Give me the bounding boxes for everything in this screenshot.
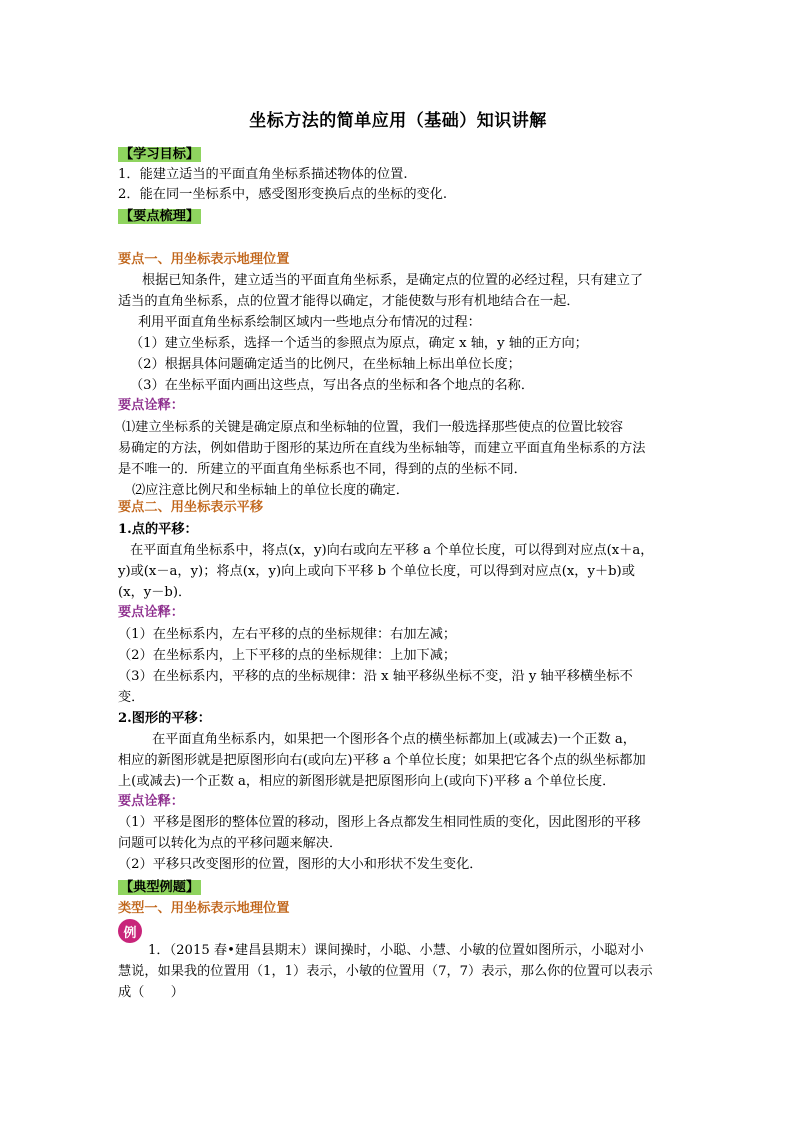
list-item: （3）在坐标系内，平移的点的坐标规律：沿 x 轴平移纵坐标不变，沿 y 轴平移横坐标不	[118, 669, 633, 684]
paragraph-line: ⑵应注意比例尺和坐标轴上的单位长度的确定．	[132, 483, 409, 498]
points-heading: 【要点梳理】	[120, 209, 200, 224]
list-item: （2）根据具体问题确定适当的比例尺，在坐标轴上标出单位长度；	[130, 357, 521, 372]
note-heading: 要点诠释：	[118, 605, 184, 620]
paragraph-line: 成（ ）	[118, 985, 184, 1000]
goal-1: 1．能建立适当的平面直角坐标系描述物体的位置.	[118, 167, 408, 182]
list-item: （2）在坐标系内，上下平移的点的坐标规律：上加下减；	[118, 648, 457, 663]
list-item: （1）在坐标系内，左右平移的点的坐标规律：右加左减；	[118, 627, 457, 642]
list-item: （1）建立坐标系，选择一个适当的参照点为原点，确定 x 轴，y 轴的正方向；	[130, 336, 588, 351]
subheading: 2.图形的平移：	[118, 711, 211, 726]
examples-heading: 【典型例题】	[120, 880, 200, 895]
paragraph-line: 1．（2015 春•建昌县期末）课间操时，小聪、小慧、小敏的位置如图所示，小聪对小	[148, 943, 644, 958]
goals-heading: 【学习目标】	[120, 147, 200, 162]
point-2-heading: 要点二、用坐标表示平移	[118, 500, 264, 515]
paragraph-line: 在平面直角坐标系中，将点(x，y)向右或向左平移 a 个单位长度，可以得到对应点(x＋a，	[130, 543, 654, 558]
paragraph-line: 变．	[118, 690, 145, 705]
paragraph-line: 适当的直角坐标系，点的位置才能得以确定，才能使数与形有机地结合在一起．	[118, 294, 580, 309]
note-heading: 要点诠释：	[118, 398, 184, 413]
paragraph-line: (x，y－b)．	[118, 585, 192, 600]
paragraph-line: 慧说，如果我的位置用（1，1）表示，小敏的位置用（7，7）表示，那么你的位置可以表示	[118, 964, 653, 979]
subheading: 1.点的平移：	[118, 522, 198, 537]
paragraph-line: 是不唯一的．所建立的平面直角坐标系也不同，得到的点的坐标不同．	[118, 462, 527, 477]
paragraph-line: y)或(x－a，y)；将点(x，y)向上或向下平移 b 个单位长度，可以得到对应点(x，y＋b)或	[118, 564, 635, 579]
goal-2: 2．能在同一坐标系中，感受图形变换后点的坐标的变化.	[118, 187, 448, 202]
example-badge-icon: 例	[118, 919, 142, 943]
list-item: （3）在坐标平面内画出这些点，写出各点的坐标和各个地点的名称．	[130, 378, 535, 393]
paragraph-line: 问题可以转化为点的平移问题来解决．	[118, 836, 343, 851]
paragraph-line: 相应的新图形就是把原图形向右(或向左)平移 a 个单位长度；如果把它各个点的纵坐标都加	[118, 753, 646, 768]
type-1-heading: 类型一、用坐标表示地理位置	[118, 901, 290, 916]
page-title: 坐标方法的简单应用（基础）知识讲解	[249, 111, 547, 131]
paragraph-line: 利用平面直角坐标系绘制区域内一些地点分布情况的过程：	[138, 315, 481, 330]
point-1-heading: 要点一、用坐标表示地理位置	[118, 252, 290, 267]
list-item: （1）平移是图形的整体位置的移动，图形上各点都发生相同性质的变化，因此图形的平移	[118, 815, 641, 830]
list-item: （2）平移只改变图形的位置，图形的大小和形状不发生变化．	[118, 857, 483, 872]
paragraph-line: 在平面直角坐标系内，如果把一个图形各个点的横坐标都加上(或减去)一个正数 a，	[152, 732, 636, 747]
paragraph-line: ⑴建立坐标系的关键是确定原点和坐标轴的位置，我们一般选择那些使点的位置比较容	[122, 420, 624, 435]
paragraph-line: 易确定的方法，例如借助于图形的某边所在直线为坐标轴等，而建立平面直角坐标系的方法	[118, 441, 646, 456]
paragraph-line: 上(或减去)一个正数 a，相应的新图形就是把原图形向上(或向下)平移 a 个单位长度．	[118, 774, 616, 789]
paragraph-line: 根据已知条件，建立适当的平面直角坐标系，是确定点的位置的必经过程，只有建立了	[142, 273, 644, 288]
note-heading: 要点诠释：	[118, 794, 184, 809]
